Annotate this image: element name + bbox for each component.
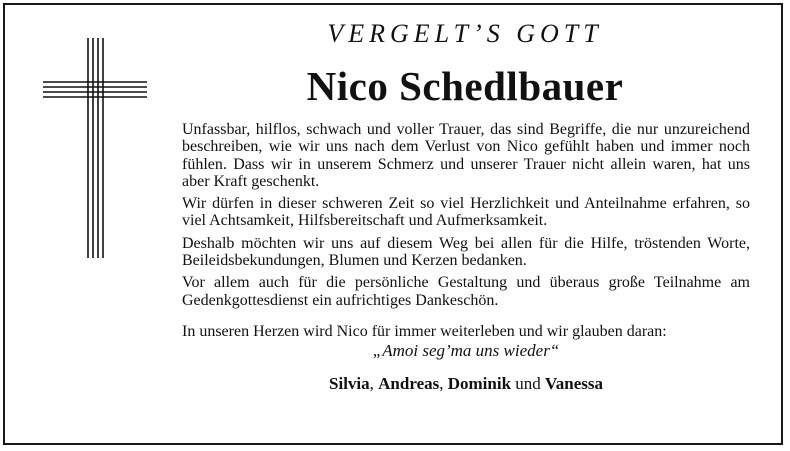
notice-body xyxy=(182,121,750,392)
cross-icon xyxy=(43,38,147,258)
signature-name-vanessa: Vanessa xyxy=(545,373,603,393)
signature-separator: , xyxy=(439,373,448,393)
signature-separator: , xyxy=(369,373,379,393)
signatures xyxy=(182,375,750,392)
paragraph-2: Wir dürfen in dieser schweren Zeit so viel Herzlichkeit und Anteilnahme erfahren, so viel Achtsamkeit, Hilfsbereitschaft und Aufmerksamkeit. xyxy=(182,195,750,230)
paragraph-3: Deshalb möchten wir uns auf diesem Weg bei allen für die Hilfe, tröstenden Worte, Beileidsbekundungen, Blumen und Kerzen bedanken. xyxy=(182,234,750,270)
signature-separator: und xyxy=(511,373,546,393)
obituary-notice xyxy=(3,3,783,445)
paragraph-4: Vor allem auch für die persönliche Gestaltung und überaus große Teilnahme am Gedenkgottesdienst ein aufrichtiges Dankeschön. xyxy=(182,274,750,309)
motto-heading: VERGELT’S GOTT xyxy=(327,19,603,48)
paragraph-1: Unfassbar, hilflos, schwach und voller Trauer, das sind Begriffe, die nur unzureichend beschreiben, wie wir uns nach dem Verlust von Nico gefühlt haben und immer noch fühlen. Dass wir in unserem Schmerz und unserer Trauer nicht allein waren, hat uns aber Kraft geschenkt. xyxy=(182,121,750,190)
quote: „Amoi seg’ma uns wieder“ xyxy=(372,341,560,361)
closing-paragraph: In unseren Herzen wird Nico für immer weiterleben und wir glauben daran: xyxy=(182,322,667,340)
signature-name-andreas: Andreas xyxy=(378,373,440,393)
deceased-name: Nico Schedlbauer xyxy=(306,63,624,109)
signature-name-dominik: Dominik xyxy=(447,373,512,393)
signature-name-silvia: Silvia xyxy=(329,373,370,393)
